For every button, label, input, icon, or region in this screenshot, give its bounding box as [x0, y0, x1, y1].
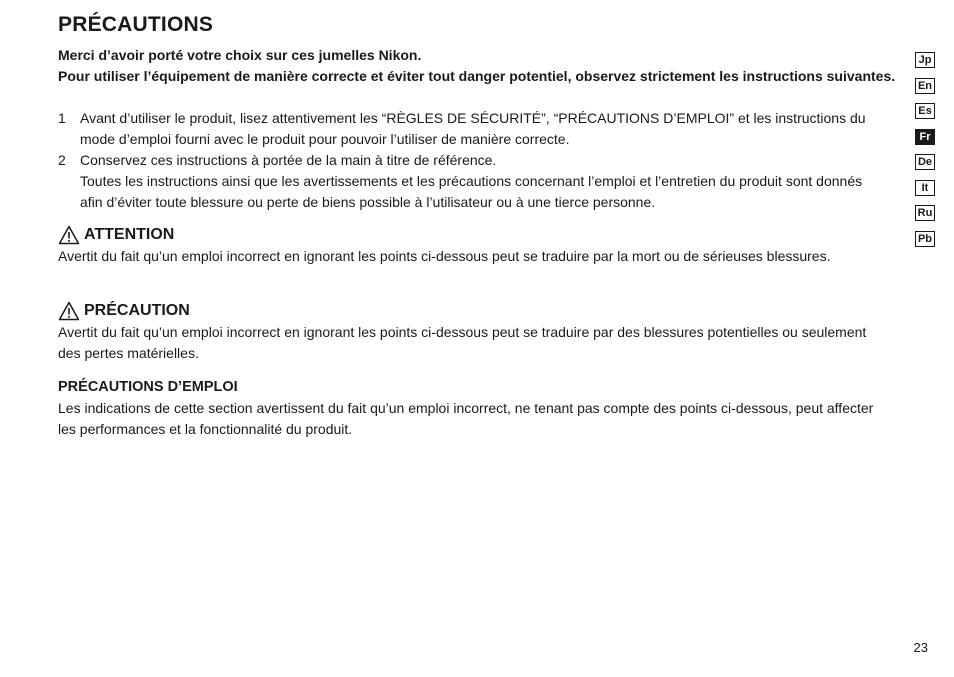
- intro-line-1: Merci d’avoir porté votre choix sur ces jumelles Nikon.: [58, 47, 422, 63]
- list-item-number: 2: [58, 152, 66, 168]
- attention-heading-label: ATTENTION: [84, 226, 175, 243]
- page-number: 23: [913, 640, 928, 655]
- precaution-heading: [58, 300, 888, 322]
- attention-body: Avertit du fait qu’un emploi incorrect en ignorant les points ci-dessous peut se traduire par la mort ou de sérieuses blessures.: [58, 248, 831, 264]
- precaution-body: Avertit du fait qu’un emploi incorrect en ignorant les points ci-dessous peut se traduire par des blessures potentielles ou seulement des pertes matérielles.: [58, 324, 867, 361]
- list-item: [58, 108, 888, 150]
- language-tab-jp[interactable]: Jp: [915, 52, 935, 68]
- list-item-number: 1: [58, 110, 66, 126]
- list-item-text-block: [80, 150, 888, 213]
- warning-triangle-icon: [58, 301, 80, 321]
- precaution-heading-label: PRÉCAUTION: [84, 302, 190, 319]
- numbered-list: [58, 108, 888, 213]
- language-tab-pb[interactable]: Pb: [915, 231, 935, 247]
- usage-heading: PRÉCAUTIONS D’EMPLOI: [58, 379, 238, 395]
- language-tab-ru[interactable]: Ru: [915, 205, 935, 221]
- list-item-text: Conservez ces instructions à portée de la main à titre de référence.: [80, 152, 497, 168]
- usage-body: Les indications de cette section avertissent du fait qu’un emploi incorrect, ne tenant pas compte des points ci-dessous, peut affecter les performances et la fonctionnalité du produit.: [58, 400, 874, 437]
- language-tab-it[interactable]: It: [915, 180, 935, 196]
- language-tabs: [915, 52, 935, 256]
- attention-section: [58, 224, 888, 267]
- intro: [58, 45, 898, 87]
- list-item-text: Avant d’utiliser le produit, lisez attentivement les “RÈGLES DE SÉCURITÉ”, “PRÉCAUTIONS D’EMPLOI” et les instructions du mode d’emploi fourni avec le produit pour pouvoir l’utiliser de manière correcte.: [80, 110, 866, 147]
- language-tab-en[interactable]: En: [915, 78, 935, 94]
- language-tab-de[interactable]: De: [915, 154, 935, 170]
- precaution-section: [58, 300, 888, 364]
- list-item: [58, 150, 888, 213]
- attention-heading: [58, 224, 888, 246]
- intro-line-2: Pour utiliser l’équipement de manière correcte et éviter tout danger potentiel, observez strictement les instructions suivantes.: [58, 68, 896, 84]
- language-tab-es[interactable]: Es: [915, 103, 935, 119]
- usage-section: [58, 377, 888, 440]
- list-item-text-continued: Toutes les instructions ainsi que les avertissements et les précautions concernant l’emploi et l’entretien du produit sont donnés afin d’éviter toute blessure ou perte de biens possible à l’utilisateur ou à une tierce personne.: [80, 173, 863, 210]
- warning-triangle-icon: [58, 225, 80, 245]
- page-title: PRÉCAUTIONS: [58, 13, 214, 36]
- language-tab-fr[interactable]: Fr: [915, 129, 935, 145]
